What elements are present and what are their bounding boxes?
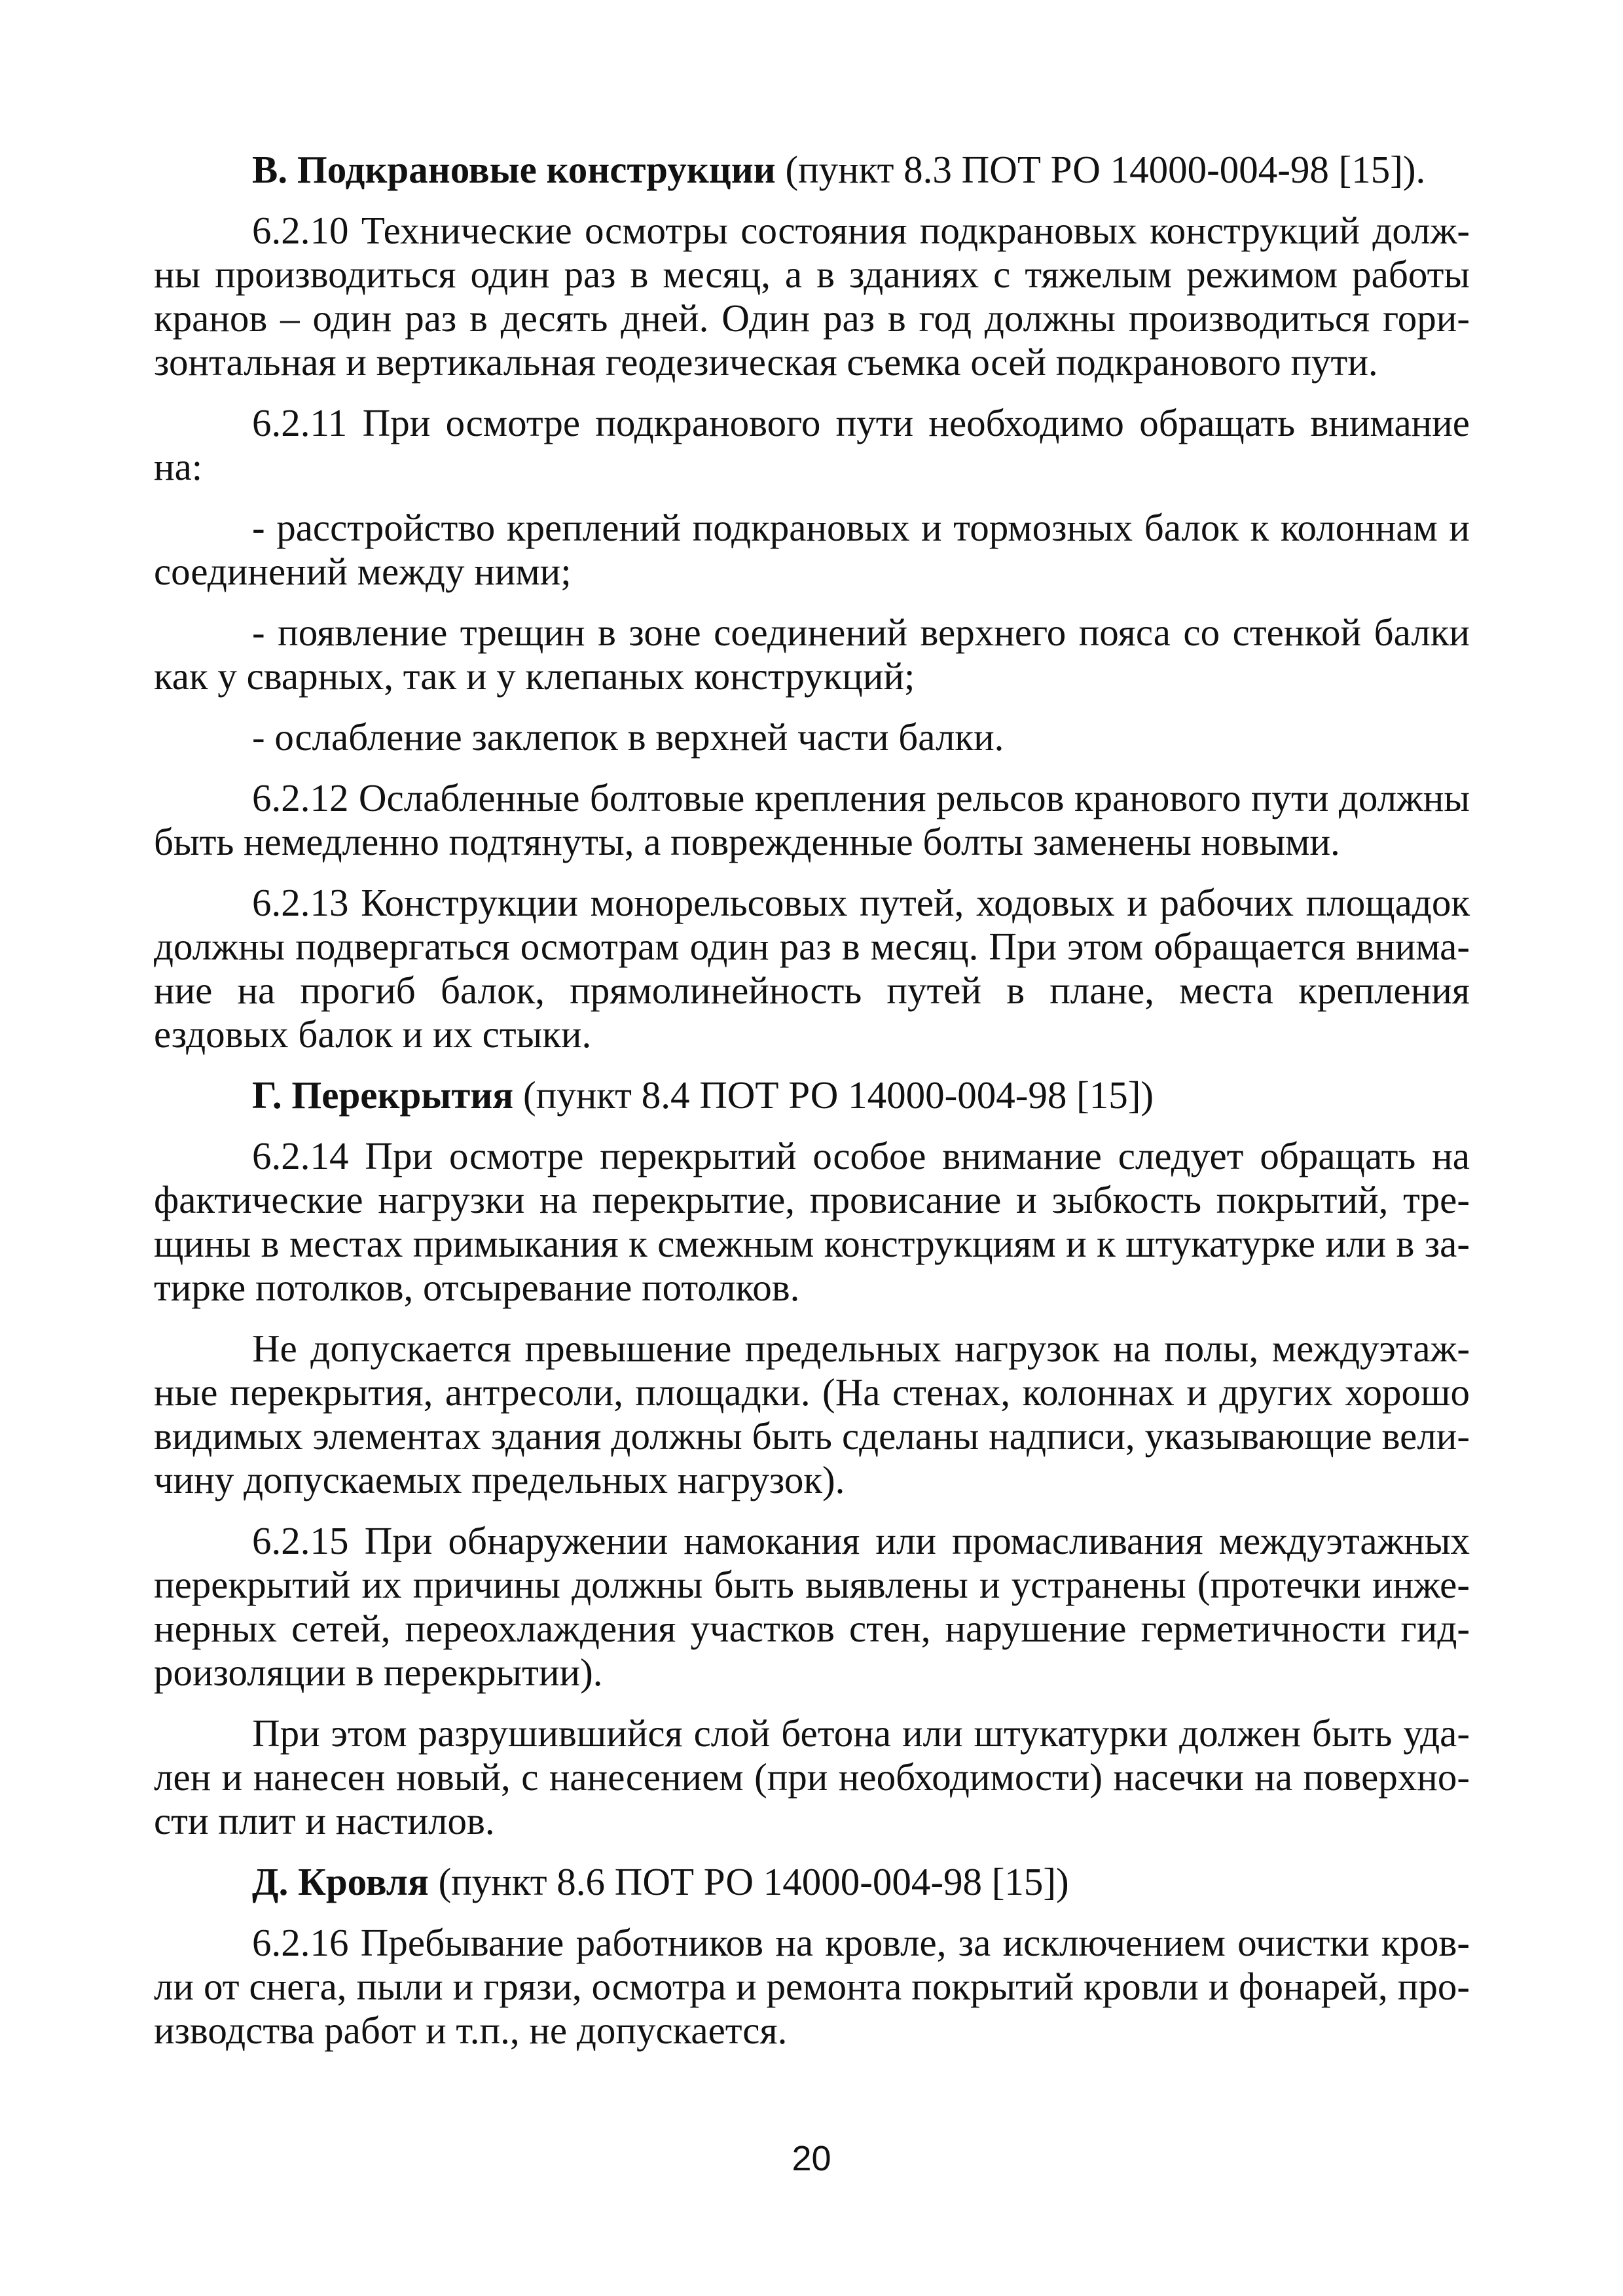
section-title-d: Д. Кровля: [252, 1860, 429, 1903]
list-item-fastenings: - расстройство креплений подкрановых и тормозных балок к колоннам и соединений между ними;: [154, 506, 1470, 593]
paragraph-6-2-13: 6.2.13 Конструкции монорельсовых путей, ходовых и рабочих площадок должны подвергаться осмотрам один раз в месяц. При этом обращается внимание на прогиб балок, прямолинейность путей в плане, места крепления ездовых балок и их стыки.: [154, 881, 1470, 1056]
section-ref-v: (пункт 8.3 ПОТ РО 14000-004-98 [15]).: [775, 148, 1426, 191]
section-heading-d: [154, 1860, 1470, 1904]
paragraph-concrete-repair: При этом разрушившийся слой бетона или штукатурки должен быть удален и нанесен новый, с нанесением (при необходимости) насечки на поверхности плит и настилов.: [154, 1712, 1470, 1842]
paragraph-6-2-16: 6.2.16 Пребывание работников на кровле, за исключением очистки кровли от снега, пыли и грязи, осмотра и ремонта покрытий кровли и фонарей, производства работ и т.п., не допускается.: [154, 1921, 1470, 2052]
list-item-rivets: - ослабление заклепок в верхней части балки.: [252, 715, 1004, 759]
section-title-v: В. Подкрановые конструкции: [252, 148, 776, 191]
section-ref-d: (пункт 8.6 ПОТ РО 14000-004-98 [15]): [428, 1860, 1069, 1903]
page-number: 20: [792, 2139, 831, 2178]
paragraph-load-limits: Не допускается превышение предельных нагрузок на полы, междуэтажные перекрытия, антресоли, площадки. (На стенах, колоннах и других хорошо видимых элементах здания должны быть сделаны надписи, указывающие величину допускаемых предельных нагрузок).: [154, 1327, 1470, 1501]
section-heading-g: [154, 1073, 1470, 1117]
paragraph-6-2-12: 6.2.12 Ослабленные болтовые крепления рельсов кранового пути должны быть немедленно подтянуты, а поврежденные болты заменены новыми.: [154, 776, 1470, 863]
paragraph-6-2-10: 6.2.10 Технические осмотры состояния подкрановых конструкций должны производиться один раз в месяц, а в зданиях с тяжелым режимом работы кранов – один раз в десять дней. Один раз в год должны производиться горизонтальная и вертикальная геодезическая съемка осей подкранового пути.: [154, 209, 1470, 384]
section-title-g: Г. Перекрытия: [252, 1073, 514, 1117]
paragraph-6-2-15: 6.2.15 При обнаружении намокания или промасливания междуэтажных перекрытий их причины должны быть выявлены и устранены (протечки инженерных сетей, переохлаждения участков стен, нарушение герметичности гидроизоляции в перекрытии).: [154, 1519, 1470, 1694]
list-item-cracks: - появление трещин в зоне соединений верхнего пояса со стенкой балки как у сварных, так и у клепаных конструкций;: [154, 611, 1470, 698]
paragraph-6-2-14: 6.2.14 При осмотре перекрытий особое внимание следует обращать на фактические нагрузки на перекрытие, провисание и зыбкость покрытий, трещины в местах примыкания к смежным конструкциям и к штукатурке или в затирке потолков, отсыревание потолков.: [154, 1134, 1470, 1309]
paragraph-6-2-11: 6.2.11 При осмотре подкранового пути необходимо обращать внимание на:: [154, 401, 1470, 488]
section-ref-g: (пункт 8.4 ПОТ РО 14000-004-98 [15]): [513, 1073, 1154, 1117]
section-heading-v: [154, 148, 1470, 192]
document-page: [154, 148, 1470, 2070]
